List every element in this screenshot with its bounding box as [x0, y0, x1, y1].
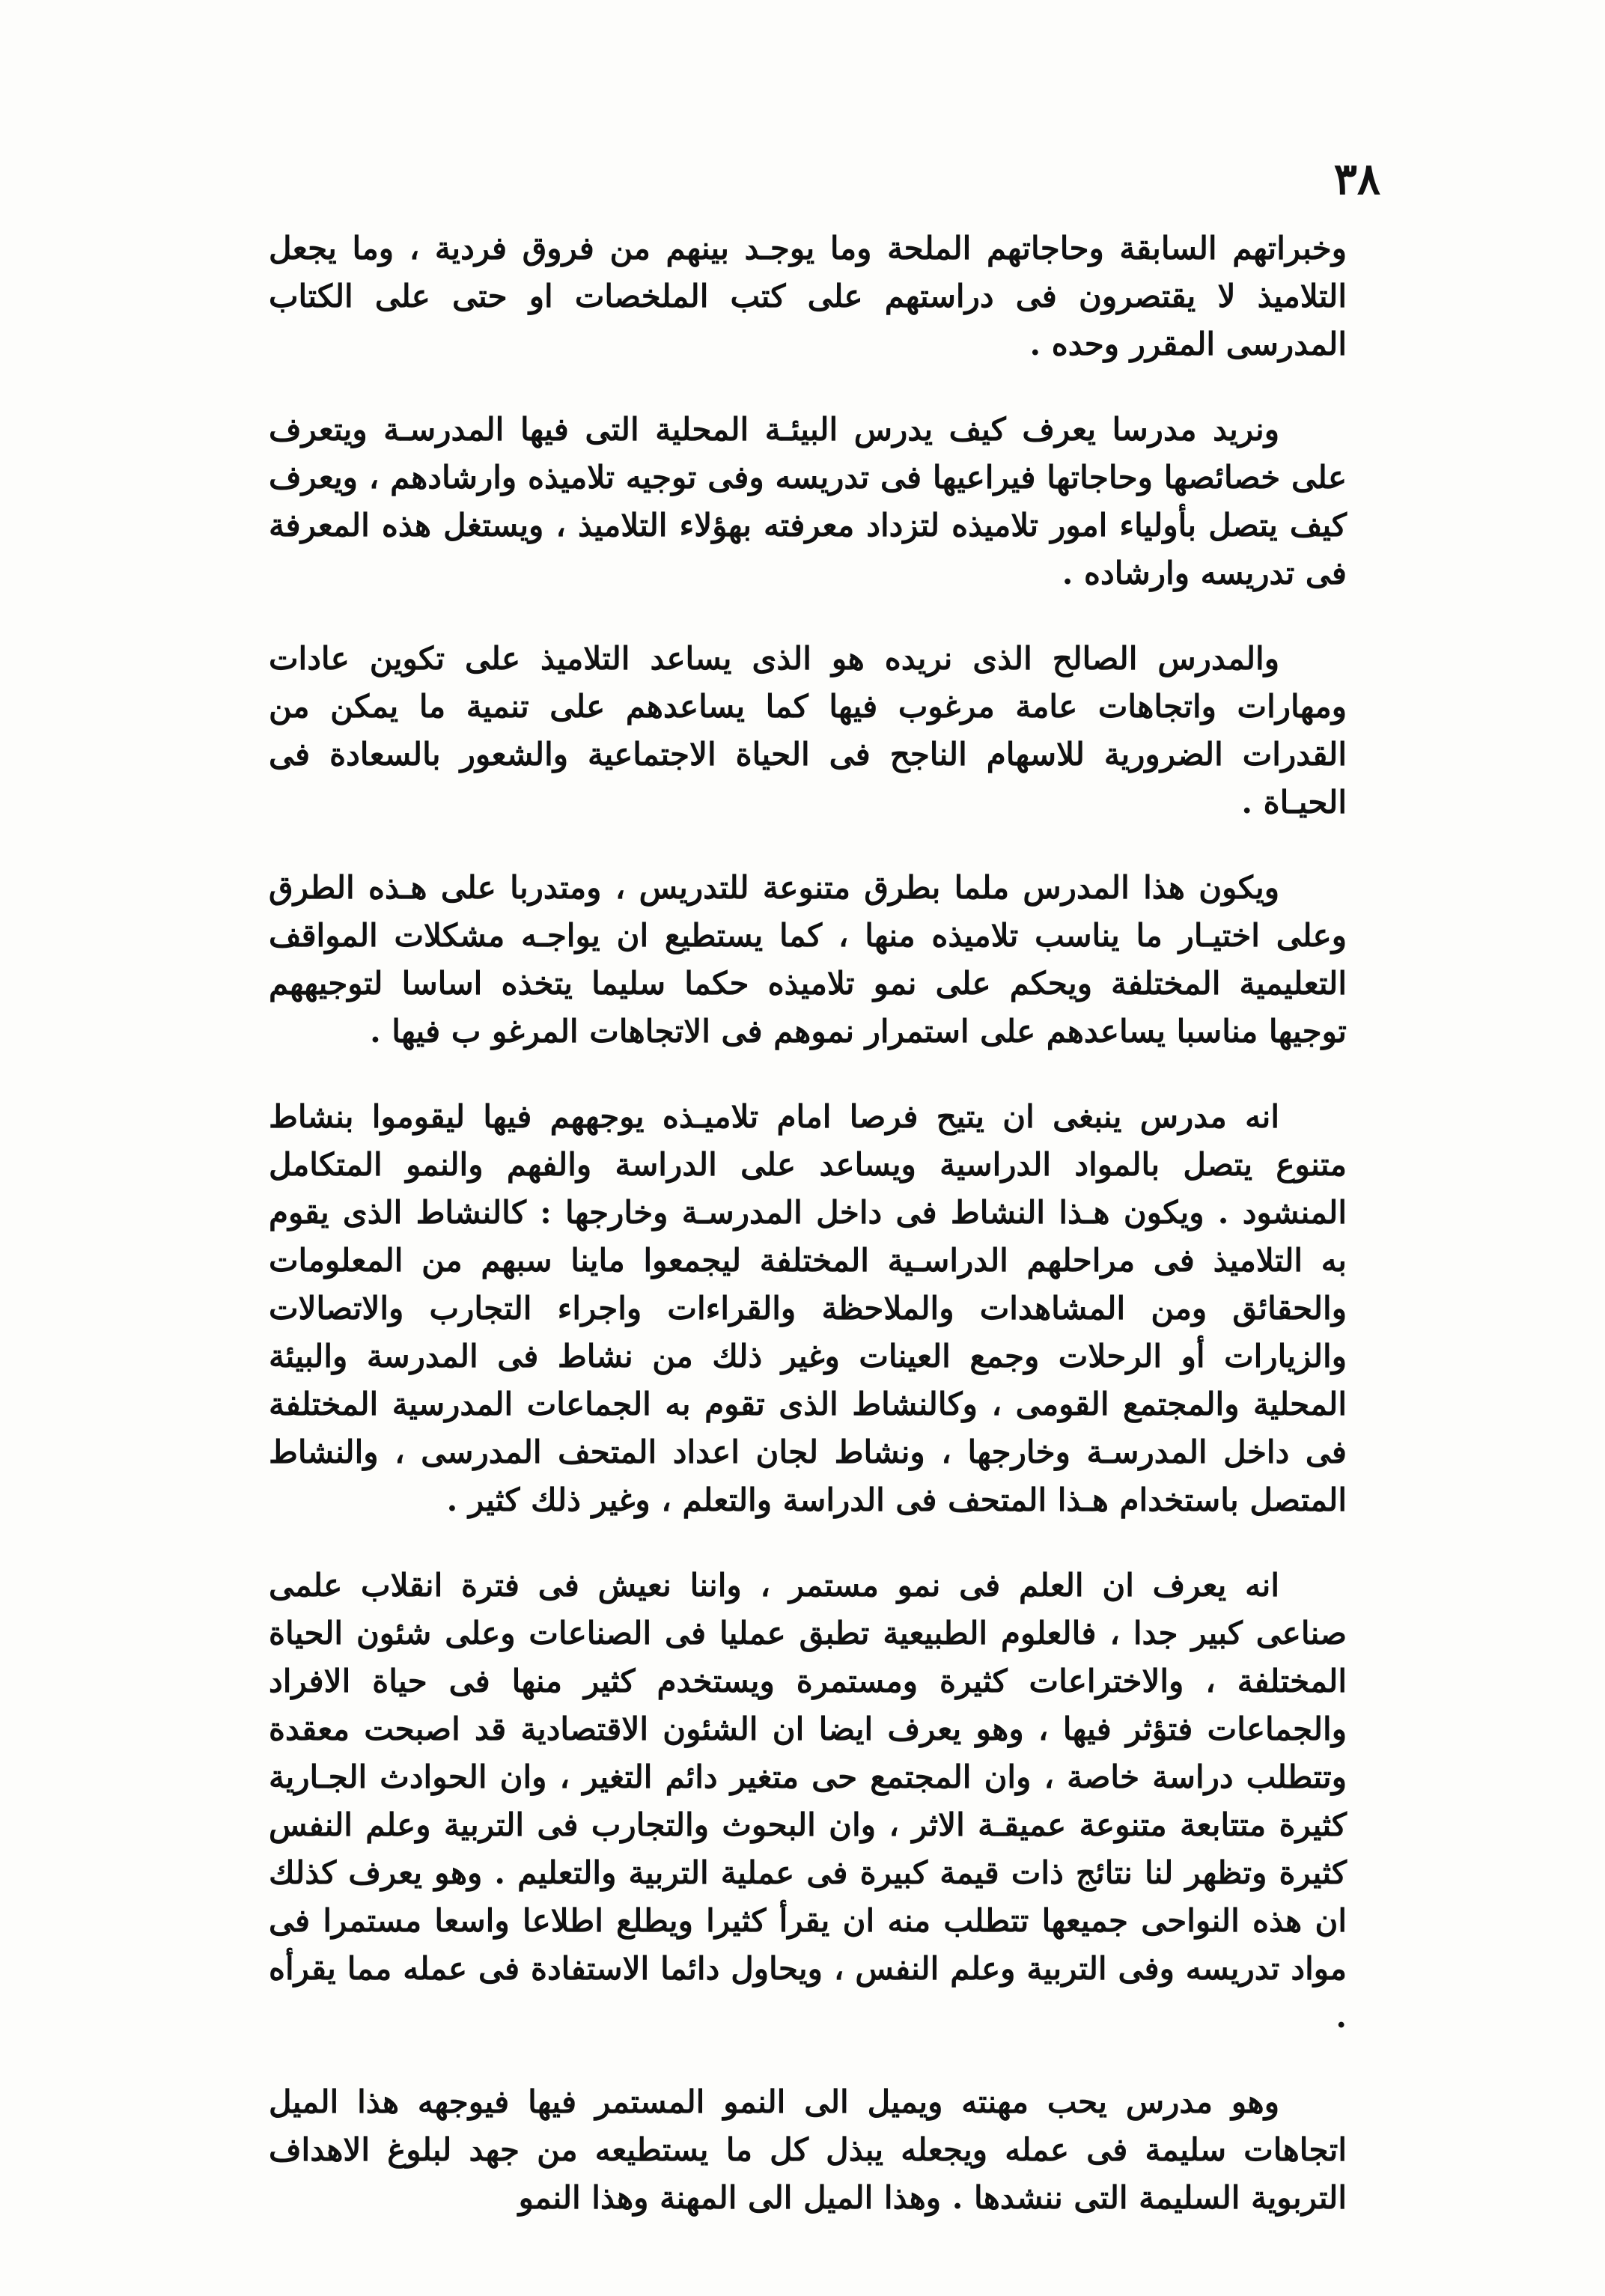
paragraph: وخبراتهم السابقة وحاجاتهم الملحة وما يوجـد بينهم من فروق فردية ، وما يجعل التلاميذ لا يقتصرون فى دراستهم على كتب الملخصات او حتى على الكتاب المدرسى المقرر وحده . — [269, 230, 1347, 362]
page-number: ٣٨ — [1333, 153, 1380, 204]
paragraph: انه يعرف ان العلم فى نمو مستمر ، واننا نعيش فى فترة انقلاب علمى صناعى كبير جدا ، فالعلوم الطبيعية تطبق عمليا فى الصناعات وعلى شئون الحياة المختلفة ، والاختراعات كثيرة ومستمرة ويستخدم كثير منها فى حياة الافراد والجماعات فتؤثر فيها ، وهو يعرف ايضا ان الشئون الاقتصادية قد اصبحت معقدة وتتطلب دراسة خاصة ، وان المجتمع حى متغير دائم التغير ، وان الحوادث الجـارية كثيرة متتابعة متنوعة عميقـة الاثر ، وان البحوث والتجارب فى التربية وعلم النفس كثيرة وتظهر لنا نتائج ذات قيمة كبيرة فى عملية التربية والتعليم . وهو يعرف كذلك ان هذه النواحى جميعها تتطلب منه ان يقرأ كثيرا ويطلع اطلاعا واسعا مستمرا فى مواد تدريسه وفى التربية وعلم النفس ، ويحاول دائما الاستفادة فى عمله مما يقرأه . — [269, 1567, 1347, 2035]
paragraph: وهو مدرس يحب مهنته ويميل الى النمو المستمر فيها فيوجهه هذا الميل اتجاهات سليمة فى عمله ويجعله يبذل كل ما يستطيعه من جهد لبلوغ الاهداف التربوية السليمة التى ننشدها . وهذا الميل الى المهنة وهذا النمو — [269, 2083, 1347, 2216]
paragraph: ونريد مدرسا يعرف كيف يدرس البيئـة المحلية التى فيها المدرسـة ويتعرف على خصائصها وحاجاتها فيراعيها فى تدريسه وفى توجيه تلاميذه وارشادهم ، ويعرف كيف يتصل بأولياء امور تلاميذه لتزداد معرفته بهؤلاء التلاميذ ، ويستغل هذه المعرفة فى تدريسه وارشاده . — [269, 411, 1347, 591]
paragraph: انه مدرس ينبغى ان يتيح فرصا امام تلاميـذه يوجههم فيها ليقوموا بنشاط متنوع يتصل بالمواد الدراسية ويساعد على الدراسة والفهم والنمو المتكامل المنشود . ويكون هـذا النشاط فى داخل المدرسـة وخارجها : كالنشاط الذى يقوم به التلاميذ فى مراحلهم الدراسـية المختلفة ليجمعوا ماينا سبهم من المعلومات والحقائق ومن المشاهدات والملاحظة والقراءات واجراء التجارب والاتصالات والزيارات أو الرحلات وجمع العينات وغير ذلك من نشاط فى المدرسة والبيئة المحلية والمجتمع القومى ، وكالنشاط الذى تقوم به الجماعات المدرسية المختلفة فى داخل المدرسـة وخارجها ، ونشاط لجان اعداد المتحف المدرسى ، والنشاط المتصل باستخدام هـذا المتحف فى الدراسة والتعلم ، وغير ذلك كثير . — [269, 1098, 1347, 1518]
body-text — [269, 225, 1347, 2259]
paragraph: والمدرس الصالح الذى نريده هو الذى يساعد التلاميذ على تكوين عادات ومهارات واتجاهات عامة مرغوب فيها كما يساعدهم على تنمية ما يمكن من القدرات الضرورية للاسهام الناجح فى الحياة الاجتماعية والشعور بالسعادة فى الحيـاة . — [269, 640, 1347, 820]
paragraph: ويكون هذا المدرس ملما بطرق متنوعة للتدريس ، ومتدربا على هـذه الطرق وعلى اختيـار ما يناسب تلاميذه منها ، كما يستطيع ان يواجـه مشكلات المواقف التعليمية المختلفة ويحكم على نمو تلاميذه حكما سليما يتخذه اساسا لتوجيههم توجيها مناسبا يساعدهم على استمرار نموهم فى الاتجاهات المرغو ب فيها . — [269, 869, 1347, 1050]
